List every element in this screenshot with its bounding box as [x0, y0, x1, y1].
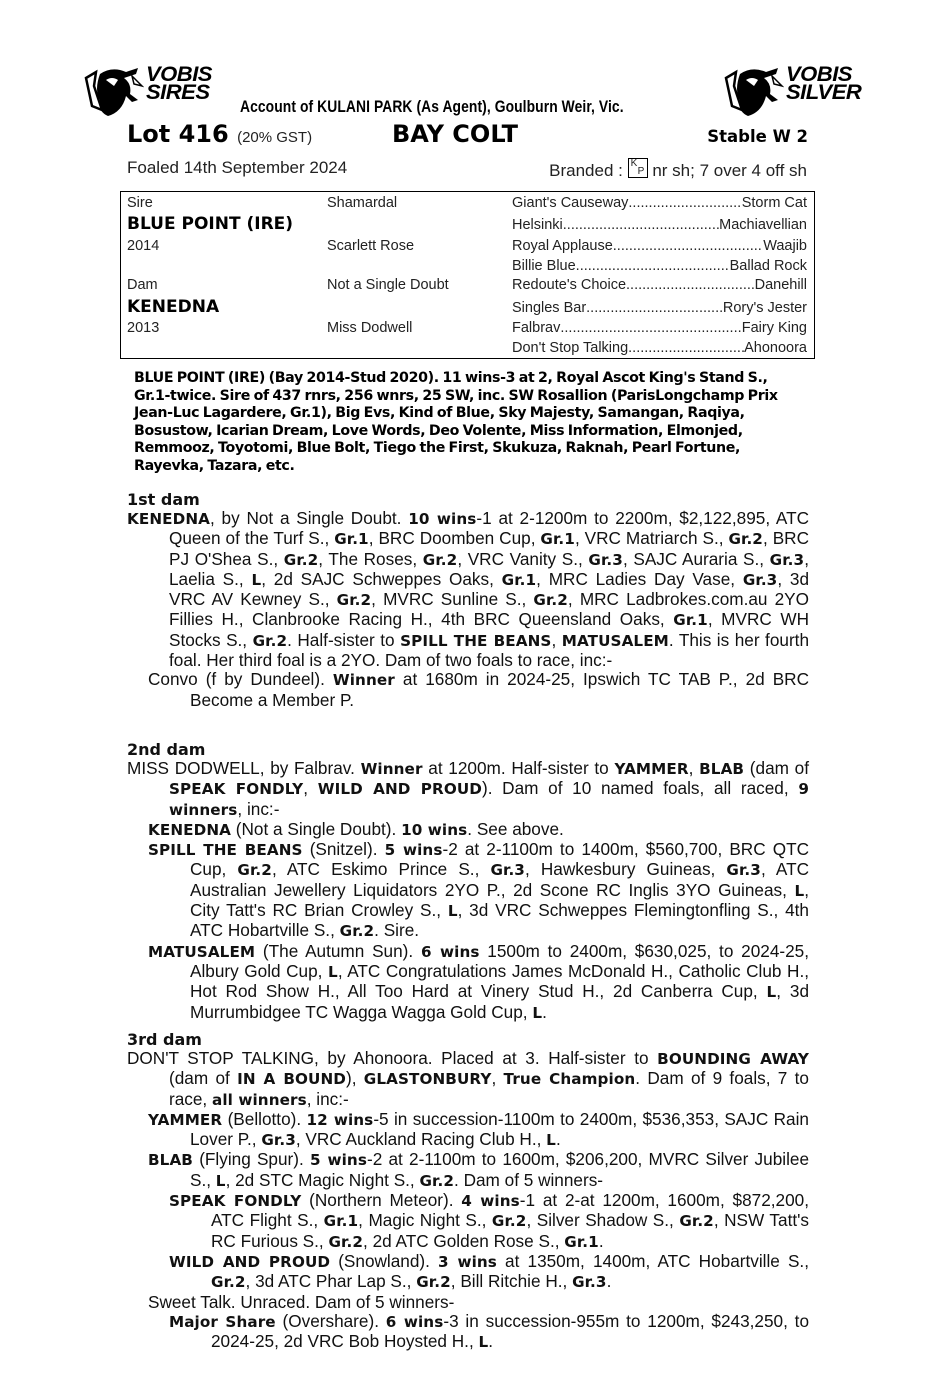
- logo-left-line2: SIRES: [146, 81, 210, 104]
- gen3-row: Helsinki ..... Machiavellian: [512, 217, 807, 233]
- pedigree-table: [120, 191, 815, 359]
- logo-right-line1: VOBIS: [786, 63, 853, 86]
- foaled-date: Foaled 14th September 2024: [127, 158, 348, 177]
- brand-description: [549, 158, 807, 181]
- branded-prefix: Branded :: [549, 161, 623, 180]
- jockey-horse-icon: [722, 66, 784, 118]
- branded-suffix: nr sh; 7 over 4 off sh: [652, 161, 807, 180]
- gen3-row: Billie Blue ..... Ballad Rock: [512, 258, 807, 274]
- sire-year: 2014: [127, 238, 160, 254]
- lot-label: Lot 416: [127, 120, 229, 148]
- dam-label: Dam: [127, 277, 158, 293]
- lot-number: [127, 120, 312, 148]
- jockey-horse-icon: [82, 66, 144, 118]
- pedigree-entry: KENEDNA (Not a Single Doubt). 10 wins. See above.: [148, 818, 564, 839]
- pedigree-entry: MATUSALEM (The Autumn Sun). 6 wins 1500m to 2400m, $630,025, to 2024-25, Albury Gold Cup, L, ATC Congratulations James McDonald H., Catholic Club H., Hot Rod Show H., All Too Hard at Vinery Stud H., 2d Canberra Cup, L, 3d Murrumbidgee TC Wagga Wagga Gold Cup, L.: [148, 940, 810, 1022]
- pedigree-entry: Major Share (Overshare). 6 wins-3 in succession-955m to 1200m, $243,250, to 2024-25, 2d VRC Bob Hoysted H., L.: [169, 1310, 810, 1352]
- colour-sex: BAY COLT: [392, 120, 519, 148]
- third-dam-section: [127, 1030, 809, 1352]
- sire-name: BLUE POINT (IRE): [127, 214, 294, 234]
- second-dam-section: [127, 740, 809, 1023]
- sire-summary: BLUE POINT (IRE) (Bay 2014-Stud 2020). 11 wins-3 at 2, Royal Ascot King's Stand S., Gr.1-twice. Sire of 437 rnrs, 256 wnrs, 25 SW, inc. SW Rosallion (ParisLongchamp Prix Jean-Luc Lagardere, Gr.1), Big Evs, Kind of Blue, Sky Majesty, Samangan, Raqiya, Bosustow, Icarian Dream, Love Words, Deo Volente, Miss Information, Elmonjed, Remmooz, Toyotomi, Blue Bolt, Tiego the First, Skukuza, Raknah, Pearl Fortune, Rayevka, Tazara, etc.: [134, 370, 778, 474]
- sire-dam: Scarlett Rose: [327, 238, 415, 254]
- gen3-row: Don't Stop Talking ..... Ahonoora: [512, 340, 807, 356]
- pedigree-entry: KENEDNA, by Not a Single Doubt. 10 wins-1 at 2-1200m to 2200m, $2,122,895, ATC Queen of the Turf S., Gr.1, BRC Doomben Cup, Gr.1, VRC Matriarch S., Gr.2, BRC PJ O'Shea S., Gr.2, The Roses, Gr.2, VRC Vanity S., Gr.3, SAJC Auraria S., Gr.3, Laelia S., L, 2d SAJC Schweppes Oaks, Gr.1, MRC Ladies Day Vase, Gr.3, 3d VRC AV Kewney S., Gr.2, MVRC Sunline S., Gr.2, MRC Ladbrokes.com.au 2YO Fillies H., Clanbrooke Racing H., 4th BRC Queensland Oaks, Gr.1, MVRC WH Stocks S., Gr.2. Half-sister to SPILL THE BEANS, MATUSALEM. This is her fourth foal. Her third foal is a 2YO. Dam of two foals to race, inc:-: [127, 508, 810, 671]
- pedigree-entry: WILD AND PROUD (Snowland). 3 wins at 1350m, 1400m, ATC Hobartville S., Gr.2, 3d ATC Phar Lap S., Gr.2, Bill Ritchie H., Gr.3.: [169, 1250, 809, 1292]
- gen3-row: Royal Applause ..... Waajib: [512, 238, 807, 254]
- dam-heading: 3rd dam: [127, 1030, 202, 1049]
- logo-right-line2: SILVER: [786, 81, 862, 104]
- gst-note: (20% GST): [237, 129, 313, 146]
- dam-heading: 1st dam: [127, 490, 200, 509]
- vobis-sires-logo: [82, 63, 213, 118]
- gen3-row: Falbrav ..... Fairy King: [512, 320, 807, 336]
- vobis-silver-logo: [722, 63, 862, 118]
- stable-location: Stable W 2: [707, 127, 808, 146]
- gen3-row: Singles Bar ..... Rory's Jester: [512, 300, 807, 316]
- brand-mark-icon: K P: [628, 158, 648, 178]
- pedigree-entry: SPEAK FONDLY (Northern Meteor). 4 wins-1 at 2-at 1200m, 1600m, $872,200, ATC Flight S., Gr.1, Magic Night S., Gr.2, Silver Shadow S., Gr.2, NSW Tatt's RC Furious S., Gr.2, 2d ATC Golden Rose S., Gr.1.: [169, 1190, 809, 1251]
- pedigree-entry: Sweet Talk. Unraced. Dam of 5 winners-: [148, 1291, 455, 1312]
- logo-left-line1: VOBIS: [146, 63, 213, 86]
- pedigree-entry: SPILL THE BEANS (Snitzel). 5 wins-2 at 2-1100m to 1400m, $560,700, BRC QTC Cup, Gr.2, ATC Eskimo Prince S., Gr.3, Hawkesbury Guineas, Gr.3, ATC Australian Jewellery Liquidators 2YO P., 2d Scone RC Inglis 3YO Guineas, L, City Tatt's RC Brian Crowley S., L, 3d VRC Schweppes Flemingtonfling S., 4th ATC Hobartville S., Gr.2. Sire.: [148, 839, 809, 941]
- gen3-row: Redoute's Choice ..... Danehill: [512, 277, 807, 293]
- pedigree-entry: YAMMER (Bellotto). 12 wins-5 in succession-1100m to 2400m, $536,353, SAJC Rain Lover P., Gr.3, VRC Auckland Racing Club H., L.: [148, 1108, 809, 1150]
- first-dam-section: [127, 490, 809, 710]
- sire-sire: Shamardal: [327, 195, 398, 211]
- pedigree-entry: DON'T STOP TALKING, by Ahonoora. Placed at 3. Half-sister to BOUNDING AWAY (dam of IN A BOUND), GLASTONBURY, True Champion. Dam of 9 foals, 7 to race, all winners, inc:-: [127, 1048, 809, 1109]
- dam-name: KENEDNA: [127, 297, 220, 317]
- sire-label: Sire: [127, 195, 153, 211]
- vendor-account: Account of KULANI PARK (As Agent), Goulburn Weir, Vic.: [240, 98, 624, 116]
- pedigree-entry: Convo (f by Dundeel). Winner at 1680m in 2024-25, Ipswich TC TAB P., 2d BRC Become a Member P.: [148, 669, 809, 710]
- pedigree-entry: BLAB (Flying Spur). 5 wins-2 at 2-1100m to 1600m, $206,200, MVRC Silver Jubilee S., L, 2d STC Magic Night S., Gr.2. Dam of 5 winners-: [148, 1149, 810, 1190]
- dam-heading: 2nd dam: [127, 740, 206, 759]
- dam-year: 2013: [127, 320, 160, 336]
- dam-dam: Miss Dodwell: [327, 320, 413, 336]
- pedigree-entry: MISS DODWELL, by Falbrav. Winner at 1200m. Half-sister to YAMMER, BLAB (dam of SPEAK FONDLY, WILD AND PROUD). Dam of 10 named foals, all raced, 9 winners, inc:-: [127, 758, 810, 819]
- gen3-row: Giant's Causeway ..... Storm Cat: [512, 195, 807, 211]
- dam-sire: Not a Single Doubt: [327, 277, 449, 293]
